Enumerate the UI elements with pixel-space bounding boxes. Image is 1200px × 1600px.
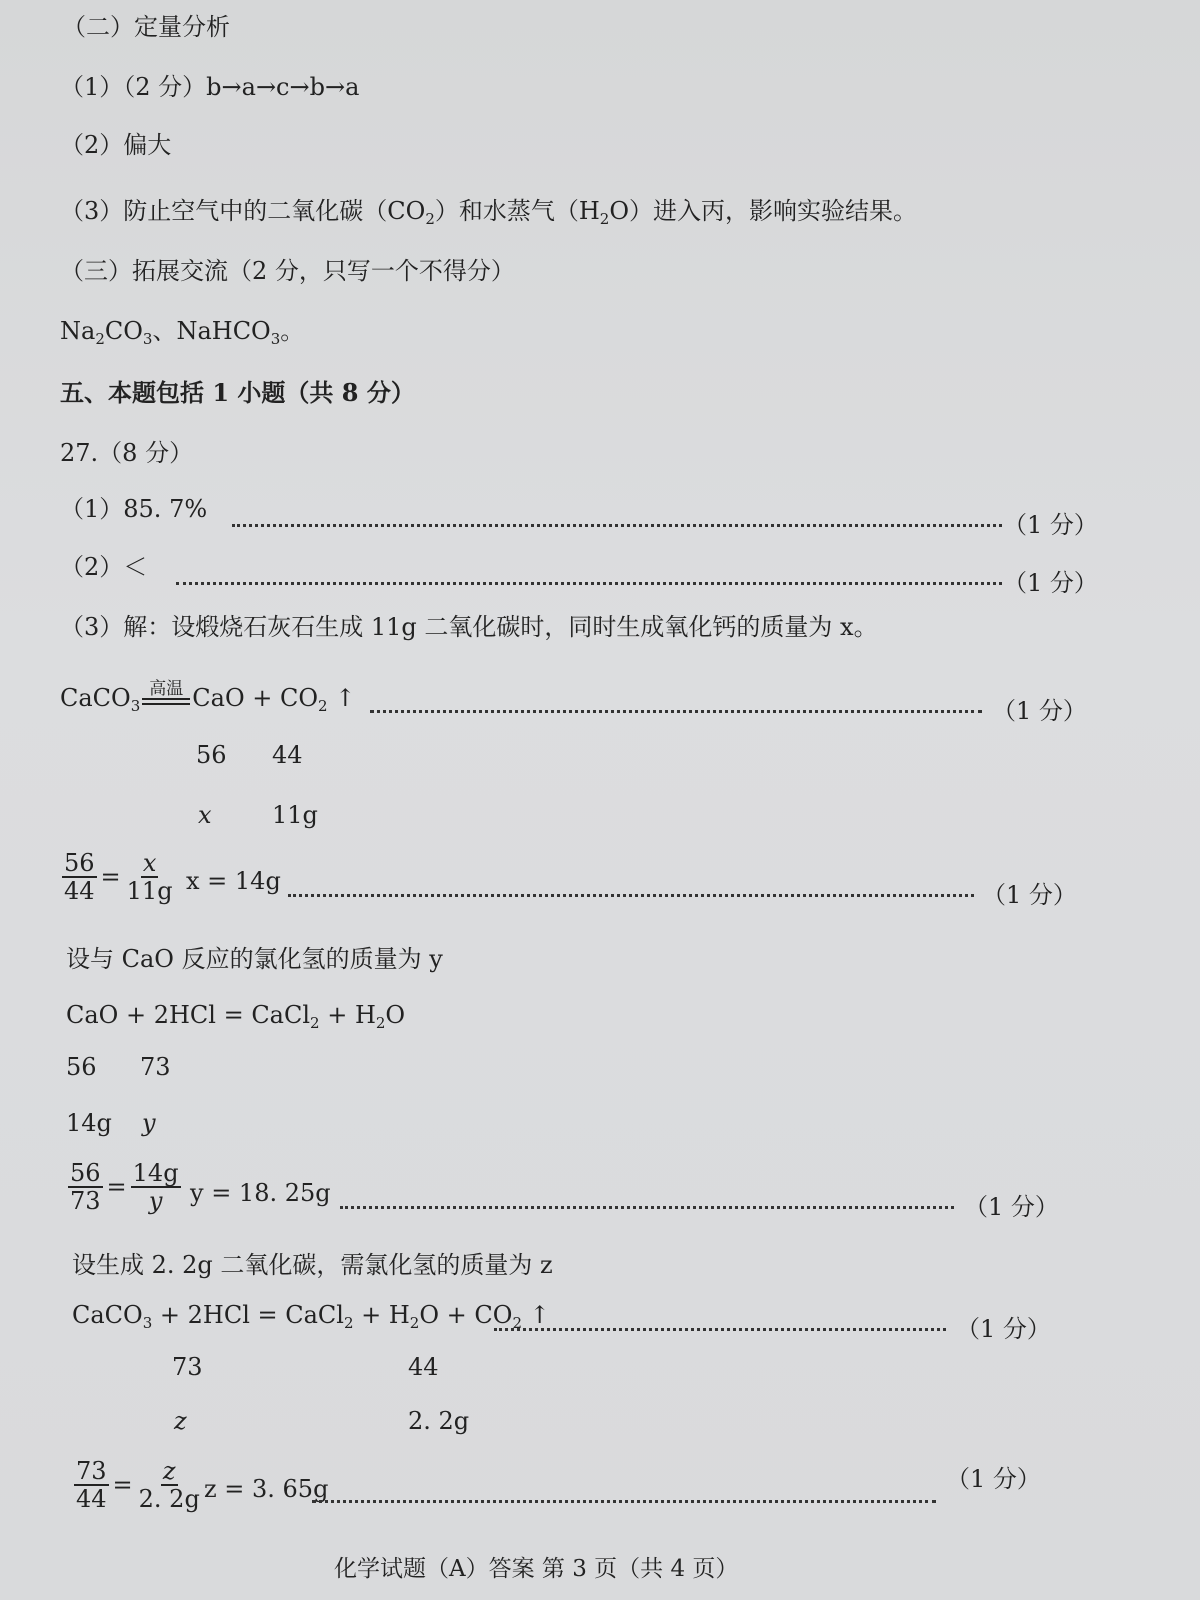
score-label: （1 分）: [956, 1315, 1051, 1343]
page-footer: 化学试题（A）答案 第 3 页（共 4 页）: [334, 1556, 739, 1582]
dot-leader: [370, 710, 982, 713]
molar-mass-value: 73: [140, 1053, 171, 1081]
part-5-title: 五、本题包括 1 小题（共 8 分）: [60, 378, 415, 407]
dot-leader: [312, 1500, 936, 1503]
molar-mass-value: 56: [196, 741, 227, 769]
q27-part3-intro: （3）解：设煅烧石灰石生成 11g 二氧化碳时，同时生成氧化钙的质量为 x。: [60, 613, 878, 641]
proportion-equation: $\frac{56}{73}$ = $\frac{14g}{y}$: [70, 1159, 179, 1215]
q27-heading: 27.（8 分）: [60, 439, 194, 467]
section-3-title: （三）拓展交流（2 分，只写一个不得分）: [60, 257, 515, 285]
variable-value: y: [142, 1109, 156, 1137]
q2-answer: （2）偏大: [60, 131, 172, 159]
molar-mass-value: 44: [272, 741, 303, 769]
proportion-equation: $\frac{73}{44}$ = $\frac{z}{2. 2g}$: [76, 1457, 200, 1513]
mass-value: 2. 2g: [408, 1407, 470, 1435]
dot-leader: [176, 582, 1002, 585]
eq3-intro: 设生成 2. 2g 二氧化碳，需氯化氢的质量为 z: [72, 1251, 553, 1279]
section-2-title: （二）定量分析: [62, 13, 230, 41]
variable-value: z: [174, 1407, 187, 1435]
decomposition-equation: CaCO$_3$ 高温 CaO + $CO_2$ ↑: [60, 679, 356, 715]
proportion-equation: $\frac{56}{44}$ = $\frac{x}{11g}$: [64, 849, 173, 905]
molar-mass-value: 44: [408, 1353, 439, 1381]
q27-part1-answer: （1）85. 7%: [60, 495, 208, 523]
variable-value: x: [198, 801, 212, 829]
score-label: （1 分）: [964, 1193, 1059, 1221]
molar-mass-value: 56: [66, 1053, 97, 1081]
mass-value: 14g: [66, 1109, 112, 1137]
dot-leader: [494, 1328, 946, 1331]
high-temp-condition: 高温: [142, 680, 190, 713]
score-label: （1 分）: [1003, 511, 1098, 539]
score-label: （1 分）: [992, 697, 1087, 725]
y-result: y = 18. 25g: [190, 1179, 331, 1207]
caco3-hcl-equation: CaCO$_3$ + 2HCl = CaCl$_2$ + $H_2O + CO_2$ ↑: [72, 1301, 550, 1332]
eq2-intro: 设与 CaO 反应的氯化氢的质量为 y: [66, 945, 443, 973]
score-label: （1 分）: [946, 1465, 1041, 1493]
molar-mass-value: 73: [172, 1353, 203, 1381]
q1-answer: （1）（2 分）b→a→c→b→a: [60, 73, 360, 101]
mass-value: 11g: [272, 801, 318, 829]
dot-leader: [232, 524, 1002, 527]
dot-leader: [340, 1206, 954, 1209]
q3-answer: （3）防止空气中的二氧化碳$(CO_2)$和水蒸气$(H_2O)$进入丙，影响实验结果。: [60, 197, 918, 228]
q27-part2-answer: （2）＜: [60, 553, 148, 581]
z-result: z = 3. 65g: [204, 1475, 329, 1503]
dot-leader: [288, 894, 974, 897]
section-3-answer: $Na_2CO_3$、NaHCO$_3$。: [60, 317, 305, 348]
score-label: （1 分）: [982, 881, 1077, 909]
score-label: （1 分）: [1003, 569, 1098, 597]
cao-hcl-equation: CaO + 2HCl = CaCl$_2$ + $H_2O$: [66, 1001, 406, 1032]
x-result: x = 14g: [186, 867, 281, 895]
